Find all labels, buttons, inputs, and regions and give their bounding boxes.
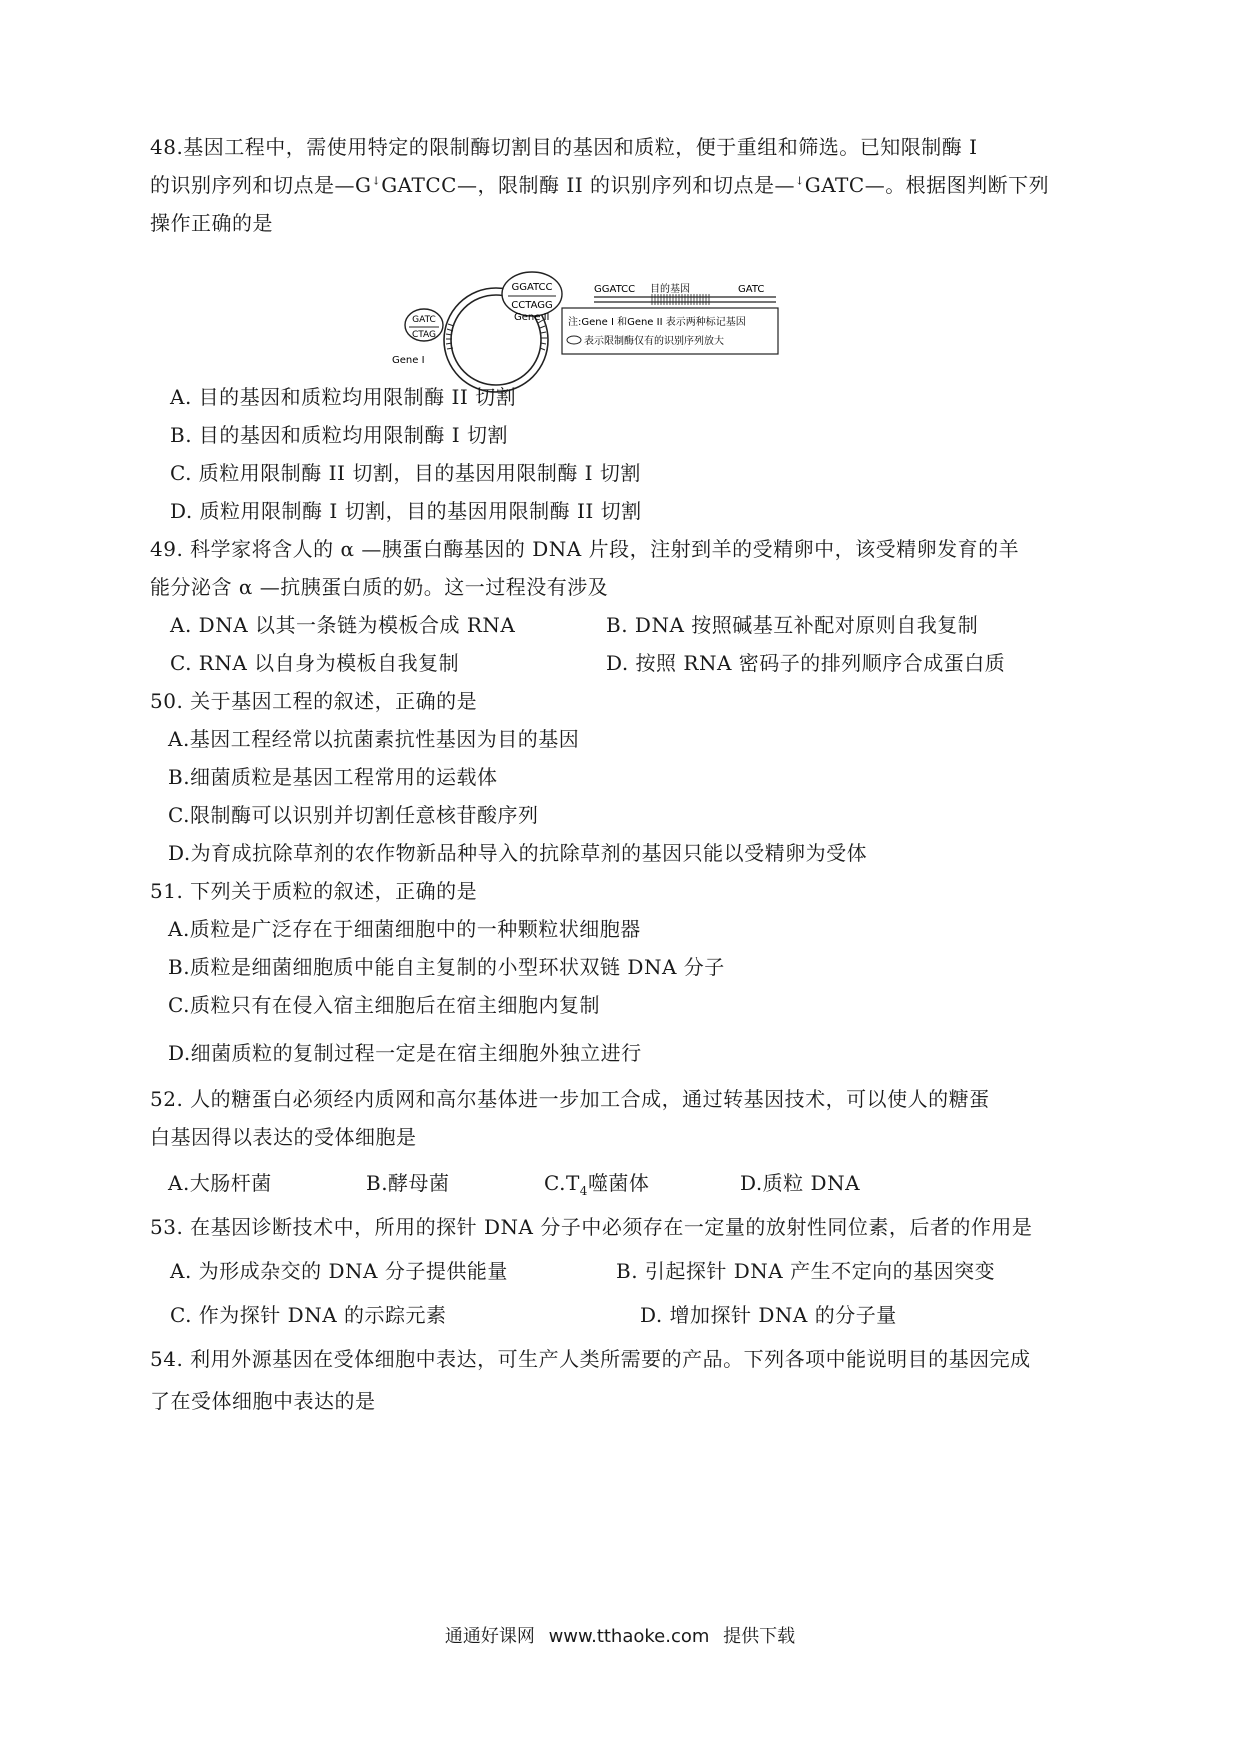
q48-line3: 操作正确的是 — [150, 211, 273, 235]
q50-stem: 50. 关于基因工程的叙述，正确的是 — [150, 689, 478, 713]
q52-line1: 52. 人的糖蛋白必须经内质网和高尔基体进一步加工合成，通过转基因技术，可以使人的糖蛋 — [150, 1087, 990, 1111]
q50-option-b: B.细菌质粒是基因工程常用的运载体 — [168, 765, 498, 789]
q53-option-d: D. 增加探针 DNA 的分子量 — [640, 1303, 897, 1327]
footer-site: 通通好课网 — [444, 1626, 535, 1647]
q51-option-c: C.质粒只有在侵入宿主细胞后在宿主细胞内复制 — [168, 993, 600, 1017]
q48-option-b: B. 目的基因和质粒均用限制酶 I 切割 — [170, 423, 509, 447]
q53-option-a: A. 为形成杂交的 DNA 分子提供能量 — [170, 1259, 508, 1283]
q49-option-a: A. DNA 以其一条链为模板合成 RNA — [170, 613, 516, 637]
q52-option-c-pre: C.T — [544, 1171, 580, 1195]
q54-line1: 54. 利用外源基因在受体细胞中表达，可生产人类所需要的产品。下列各项中能说明目的基因完成 — [150, 1347, 1031, 1371]
q49-option-d: D. 按照 RNA 密码子的排列顺序合成蛋白质 — [606, 651, 1006, 675]
bubble-left-seq1: GATC — [412, 315, 436, 325]
cut-mark-1: ↓ — [371, 174, 382, 188]
q53-stem: 53. 在基因诊断技术中，所用的探针 DNA 分子中必须存在一定量的放射性同位素，后者的作用是 — [150, 1215, 1033, 1239]
page-footer — [0, 1624, 1240, 1650]
footer-url[interactable]: www.tthaoke.com — [548, 1626, 710, 1647]
q53-option-b: B. 引起探针 DNA 产生不定向的基因突变 — [616, 1259, 996, 1283]
q48-line2-post: GATC—。根据图判断下列 — [804, 173, 1050, 197]
q54-line2: 了在受体细胞中表达的是 — [150, 1389, 376, 1413]
gene1-label: Gene I — [392, 355, 425, 366]
q53-option-c: C. 作为探针 DNA 的示踪元素 — [170, 1303, 447, 1327]
q52-option-a: A.大肠杆菌 — [168, 1171, 272, 1195]
q52-option-c — [544, 1170, 649, 1196]
q50-option-a: A.基因工程经常以抗菌素抗性基因为目的基因 — [168, 727, 580, 751]
q48-option-a: A. 目的基因和质粒均用限制酶 II 切割 — [170, 385, 517, 409]
note-line1: 注:Gene I 和Gene II 表示两种标记基因 — [568, 317, 746, 328]
plasmid-diagram — [392, 280, 884, 395]
q48-option-d: D. 质粒用限制酶 I 切割，目的基因用限制酶 II 切割 — [170, 499, 642, 523]
note-line2: 表示限制酶仅有的识别序列放大 — [584, 336, 724, 347]
footer-suffix: 提供下载 — [723, 1626, 796, 1647]
q52-option-d: D.质粒 DNA — [740, 1171, 861, 1195]
cut-mark-2: ↓ — [795, 174, 805, 188]
bubble-left-seq2: CTAG — [411, 330, 437, 340]
bubble-top-seq1: GGATCC — [511, 282, 553, 293]
q49-line1: 49. 科学家将含人的 α —胰蛋白酶基因的 DNA 片段，注射到羊的受精卵中，该受精卵发育的羊 — [150, 537, 1020, 561]
bubble-top-seq2: CCTAGG — [511, 300, 553, 311]
seq-top-left: GGATCC — [594, 284, 636, 295]
q49-option-c: C. RNA 以自身为模板自我复制 — [170, 651, 460, 675]
q48-option-c: C. 质粒用限制酶 II 切割，目的基因用限制酶 I 切割 — [170, 461, 641, 485]
note-box — [562, 308, 778, 354]
q50-option-c: C.限制酶可以识别并切割任意核苷酸序列 — [168, 803, 539, 827]
q50-option-d: D.为育成抗除草剂的农作物新品种导入的抗除草剂的基因只能以受精卵为受体 — [168, 841, 868, 865]
q48-line2-pre: 的识别序列和切点是—G — [150, 173, 372, 197]
q49-line2: 能分泌含 α —抗胰蛋白质的奶。这一过程没有涉及 — [150, 575, 609, 599]
q51-option-b: B.质粒是细菌细胞质中能自主复制的小型环状双链 DNA 分子 — [168, 955, 725, 979]
q52-option-c-post: 噬菌体 — [587, 1171, 650, 1195]
seq-top-right: GATC — [738, 284, 765, 295]
gene2-label: Gene II — [514, 312, 550, 323]
target-gene-label: 目的基因 — [650, 284, 690, 295]
q52-option-c-sub: 4 — [579, 1184, 588, 1198]
q49-option-b: B. DNA 按照碱基互补配对原则自我复制 — [606, 613, 979, 637]
q51-option-a: A.质粒是广泛存在于细菌细胞中的一种颗粒状细胞器 — [168, 917, 641, 941]
q48-line2 — [150, 172, 1049, 198]
q48-line2-mid: GATCC—，限制酶 II 的识别序列和切点是— — [381, 173, 795, 197]
q51-option-d: D.细菌质粒的复制过程一定是在宿主细胞外独立进行 — [168, 1041, 642, 1065]
q52-option-b: B.酵母菌 — [366, 1171, 450, 1195]
q52-line2: 白基因得以表达的受体细胞是 — [150, 1125, 417, 1149]
q48-line1: 48.基因工程中，需使用特定的限制酶切割目的基因和质粒，便于重组和筛选。已知限制酶 I — [150, 135, 978, 159]
q51-stem: 51. 下列关于质粒的叙述，正确的是 — [150, 879, 478, 903]
